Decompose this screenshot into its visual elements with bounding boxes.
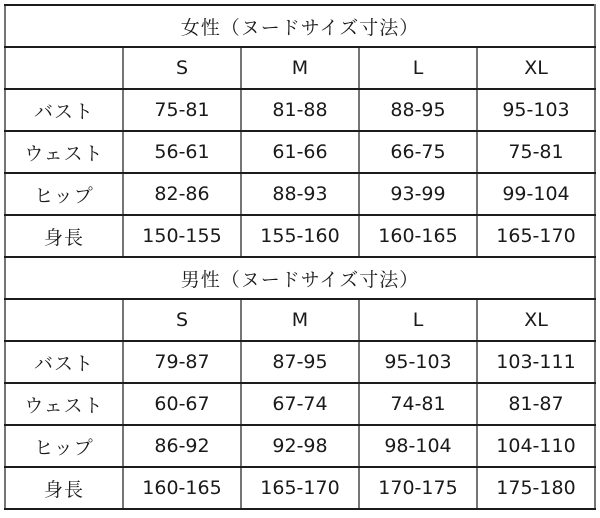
measurement-label: ヒップ [5, 425, 123, 467]
size-value-cell: 75-81 [123, 89, 241, 131]
size-value-cell: 66-75 [359, 131, 477, 173]
size-value-cell: 60-67 [123, 383, 241, 425]
empty-corner-cell [5, 47, 123, 89]
size-chart-container [4, 4, 596, 510]
size-column-header-s: S [123, 299, 241, 341]
size-value-cell: 74-81 [359, 383, 477, 425]
size-column-header-l: L [359, 299, 477, 341]
size-value-cell: 87-95 [241, 341, 359, 383]
size-value-cell: 165-170 [241, 467, 359, 509]
size-chart-table [4, 4, 596, 510]
table-row-height [5, 215, 595, 257]
section-title-women: 女性（ヌードサイズ寸法） [5, 5, 595, 47]
table-row-height [5, 467, 595, 509]
section-women [5, 5, 595, 257]
size-value-cell: 99-104 [477, 173, 595, 215]
size-value-cell: 165-170 [477, 215, 595, 257]
size-value-cell: 155-160 [241, 215, 359, 257]
size-column-header-m: M [241, 299, 359, 341]
size-value-cell: 175-180 [477, 467, 595, 509]
measurement-label: ウェスト [5, 131, 123, 173]
size-value-cell: 79-87 [123, 341, 241, 383]
measurement-label: 身長 [5, 467, 123, 509]
size-column-header-xl: XL [477, 47, 595, 89]
size-value-cell: 103-111 [477, 341, 595, 383]
section-title-row [5, 5, 595, 47]
measurement-label: バスト [5, 341, 123, 383]
size-value-cell: 61-66 [241, 131, 359, 173]
size-value-cell: 95-103 [359, 341, 477, 383]
measurement-label: 身長 [5, 215, 123, 257]
size-value-cell: 82-86 [123, 173, 241, 215]
size-value-cell: 75-81 [477, 131, 595, 173]
table-row-waist [5, 131, 595, 173]
size-value-cell: 56-61 [123, 131, 241, 173]
table-row-bust [5, 89, 595, 131]
size-value-cell: 81-87 [477, 383, 595, 425]
size-column-header-s: S [123, 47, 241, 89]
size-value-cell: 92-98 [241, 425, 359, 467]
size-column-header-xl: XL [477, 299, 595, 341]
size-value-cell: 160-165 [359, 215, 477, 257]
empty-corner-cell [5, 299, 123, 341]
table-row-bust [5, 341, 595, 383]
section-title-men: 男性（ヌードサイズ寸法） [5, 257, 595, 299]
size-value-cell: 81-88 [241, 89, 359, 131]
size-value-cell: 170-175 [359, 467, 477, 509]
size-value-cell: 88-93 [241, 173, 359, 215]
size-column-header-l: L [359, 47, 477, 89]
size-value-cell: 86-92 [123, 425, 241, 467]
table-row-waist [5, 383, 595, 425]
measurement-label: バスト [5, 89, 123, 131]
size-value-cell: 104-110 [477, 425, 595, 467]
section-title-row [5, 257, 595, 299]
size-value-cell: 150-155 [123, 215, 241, 257]
section-men [5, 257, 595, 509]
size-value-cell: 67-74 [241, 383, 359, 425]
measurement-label: ヒップ [5, 173, 123, 215]
size-value-cell: 95-103 [477, 89, 595, 131]
size-value-cell: 160-165 [123, 467, 241, 509]
table-row-hip [5, 425, 595, 467]
size-value-cell: 93-99 [359, 173, 477, 215]
table-row-hip [5, 173, 595, 215]
size-column-header-m: M [241, 47, 359, 89]
size-header-row [5, 299, 595, 341]
size-value-cell: 88-95 [359, 89, 477, 131]
measurement-label: ウェスト [5, 383, 123, 425]
size-header-row [5, 47, 595, 89]
size-value-cell: 98-104 [359, 425, 477, 467]
